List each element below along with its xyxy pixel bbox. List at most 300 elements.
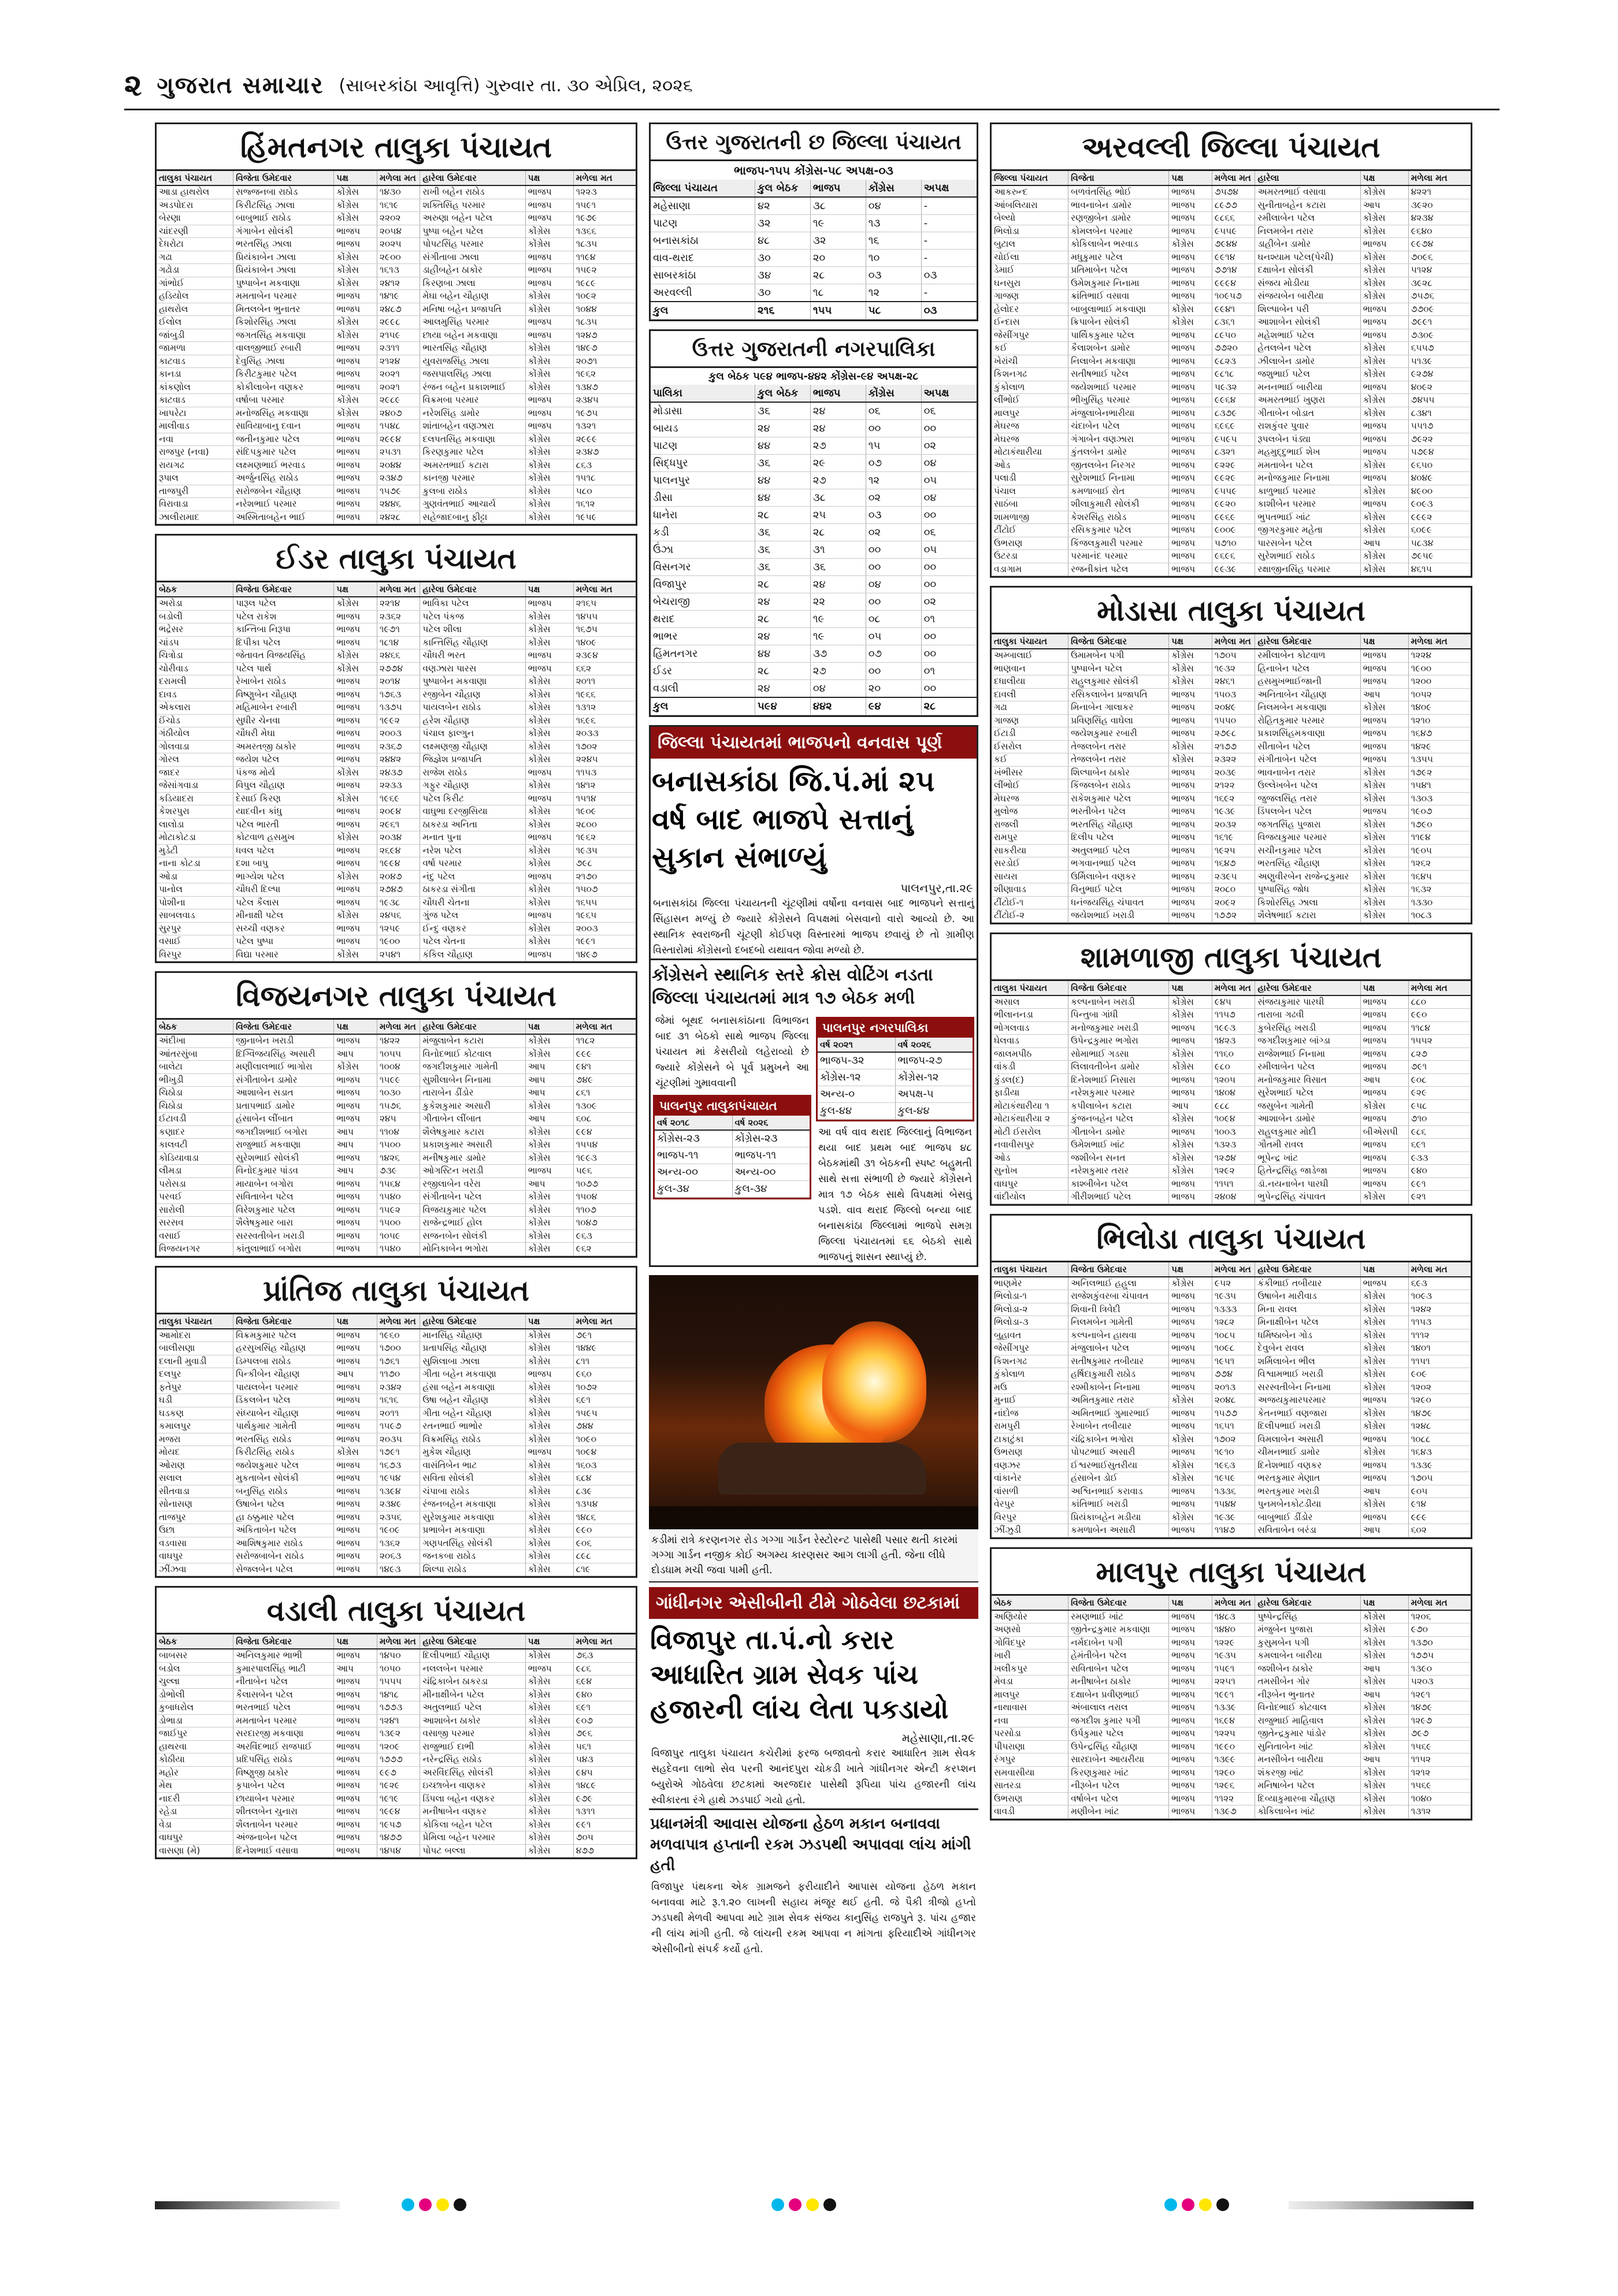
story-body-3: આ વર્ષ વાવ થરાદ જિલ્લાનું વિભાજન થયા બાદ પ્રથમ બાદ ભાજપ ૪૮ બેઠકમાંથી ૩૧ બેઠકની સ્પષ્ટ બહુમતી સાથે સત્તા સંભાળી છે જ્યારે કોંગ્રેસને માત્ર ૧૭ બેઠક સાથે વિપક્ષમાં બેસવું પડશે. વાવ થરાદ જિલ્લો બન્યા બાદ બનાસકાંઠા જિલ્લામાં ભાજપે સમગ્ર જિલ્લા પંચાયતમાં ૬૬ બેઠકો સાથે ભાજપનું શાસન સ્થાપ્યું છે. bbox=[818, 1127, 972, 1263]
table-row bbox=[992, 355, 1471, 368]
column-header: મળેલા મત bbox=[377, 1314, 420, 1329]
table-cell: ભરતસિંહ ચૌહાણ bbox=[1255, 857, 1360, 871]
table-cell: ૧૯૬૨ bbox=[573, 368, 636, 381]
table-row bbox=[651, 697, 977, 715]
column-header: પક્ષ bbox=[525, 171, 573, 185]
table-cell: પુષ્પા બહેન પટેલ bbox=[420, 225, 525, 238]
table-cell: કોંગ્રેસ bbox=[334, 264, 377, 277]
table-cell: શૈલેષભાઈ કટારા bbox=[1255, 909, 1360, 923]
table-cell: ૭૯૨૨ bbox=[1408, 433, 1471, 446]
table-cell: ભાજપ bbox=[1169, 1290, 1212, 1303]
table-cell: ભાજપ bbox=[334, 623, 377, 637]
table-cell: હસમુખભાઈજાની bbox=[1255, 675, 1360, 689]
table-cell: ૧૨૦૬ bbox=[1408, 1610, 1471, 1623]
column-header: હારેલા ઉમેદવાર bbox=[420, 1020, 525, 1034]
table-cell: વિજયકુમાર પટેલ bbox=[420, 1203, 525, 1217]
table-cell: વર્ષાબેન પટેલ bbox=[1068, 1792, 1169, 1805]
table-cell: નલલબેન પરમાર bbox=[420, 1662, 525, 1675]
table-row bbox=[992, 420, 1471, 433]
column-header: પક્ષ bbox=[1360, 634, 1408, 649]
table-row bbox=[992, 368, 1471, 381]
table-row bbox=[157, 1073, 636, 1087]
table-cell: સતીષકુમાર તબીયાર bbox=[1068, 1355, 1169, 1368]
table-cell: કોંગ્રેસ bbox=[1360, 1792, 1408, 1805]
table-cell: થરાદ bbox=[651, 611, 755, 628]
table-row bbox=[992, 1290, 1471, 1303]
table-cell: ૦૦ bbox=[866, 559, 921, 576]
table-cell: ૪૪ bbox=[755, 645, 810, 663]
story-dateline: પાલનપુર,તા.૨૯ bbox=[900, 881, 973, 895]
table-cell: ભાજપ bbox=[334, 1113, 377, 1126]
table-cell: ૯૬૨ bbox=[573, 1243, 636, 1256]
table-cell: મંજુલાબેનભારીયા bbox=[1068, 407, 1169, 420]
table-cell: સિદ્ધપુર bbox=[651, 455, 755, 472]
table-cell: ભાજપ bbox=[1169, 909, 1212, 923]
table-cell: અમિતકુમાર તરાર bbox=[1068, 1394, 1169, 1407]
table-cell: હડિયોલ bbox=[157, 290, 233, 303]
panel-title: શામળાજી તાલુકા પંચાયત bbox=[992, 934, 1471, 981]
table-cell: ૨૭ bbox=[810, 472, 866, 489]
table-cell: ૧૩૨૧ bbox=[573, 420, 636, 433]
table-cell: ૯૦૬ bbox=[573, 1537, 636, 1550]
table-cell: કોંગ્રેસ bbox=[525, 753, 573, 767]
table-cell: ભાજપ bbox=[1169, 1021, 1212, 1035]
table-cell: વિરેશકુમાર પટેલ bbox=[233, 1203, 334, 1217]
table-cell: સુરેશભાઈ પટેલ bbox=[1255, 1087, 1360, 1100]
table-cell: ભાજપ bbox=[1169, 1688, 1212, 1701]
table-cell: પ્રવિણસિંહ વાઘેલા bbox=[1068, 714, 1169, 727]
table-cell: ઈન્દુ વણકર bbox=[420, 922, 525, 935]
table-cell: ૨૮ bbox=[810, 524, 866, 541]
table-cell: કાન્તિબા નિરૂપા bbox=[233, 623, 334, 637]
table-cell: કોંગ્રેસ bbox=[525, 714, 573, 727]
table-cell: ૨૯૯૪ bbox=[377, 433, 420, 446]
malpur-panel bbox=[990, 1547, 1472, 1821]
column-header: કુલ બેઠક bbox=[755, 385, 810, 402]
table-cell: ડાહીબહેન ઠાકોર bbox=[420, 264, 525, 277]
table-cell: ઘડકણ bbox=[157, 1407, 233, 1420]
table-cell: ૬૯૪ bbox=[573, 1675, 636, 1689]
table-cell: ૭૯૧ bbox=[573, 1329, 636, 1342]
table-cell: રાજલી bbox=[992, 818, 1068, 831]
table-row bbox=[157, 329, 636, 342]
table-cell: ૧૬૧૯ bbox=[1212, 831, 1255, 845]
table-cell: કોંગ્રેસ bbox=[525, 636, 573, 649]
table-cell: પટેલ પુષ્પા bbox=[233, 935, 334, 949]
table-cell: ડિમ્પલબા રાઠોડ bbox=[233, 1355, 334, 1368]
table-cell: કિંજલબેન રાઠોડ bbox=[1068, 779, 1169, 793]
table-cell: ૯૮૨૩ bbox=[1212, 355, 1255, 368]
table-cell: મનોજકુમાર વિસાત bbox=[1255, 1073, 1360, 1087]
table-cell: નરેશકુમાર તરાર bbox=[1068, 1165, 1169, 1178]
table-cell: ૧૯૩૯ bbox=[1212, 1511, 1255, 1524]
table-cell: કોંગ્રેસ bbox=[525, 225, 573, 238]
table-cell: ૧૦૯૮ bbox=[1212, 1342, 1255, 1355]
table-row bbox=[157, 1191, 636, 1204]
table-cell: વિરપુર bbox=[157, 948, 233, 961]
table-cell: કોંગ્રેસ bbox=[1169, 740, 1212, 753]
table-cell: ભાજપ bbox=[1169, 857, 1212, 871]
table-cell: કોંગ્રેસ bbox=[1169, 995, 1212, 1009]
table-cell: લાલોડા bbox=[157, 818, 233, 831]
table-cell: ભાજપ bbox=[334, 459, 377, 472]
table-cell: ૧૬૧૩ bbox=[377, 264, 420, 277]
table-cell: ૧૯૬૨ bbox=[573, 831, 636, 845]
table-cell: ભાજપ bbox=[334, 1688, 377, 1701]
table-cell: ભાજપ bbox=[334, 1831, 377, 1845]
table-cell: ક્રાંતિભાઈ વસાવા bbox=[1068, 290, 1169, 303]
table-cell: જયેશભાઈ ખરાડી bbox=[1068, 909, 1169, 923]
table-cell: ૬૯૩ bbox=[1408, 1277, 1471, 1290]
table-cell: ૨૯૯૯ bbox=[573, 433, 636, 446]
table-row bbox=[157, 896, 636, 909]
table-cell: વાંકાનેર bbox=[992, 1472, 1068, 1485]
table-cell: સીતવાડા bbox=[157, 1485, 233, 1498]
table-cell: ભાજપ bbox=[334, 420, 377, 433]
table-cell: જીતેન્દ્રકુમાર મકવાણા bbox=[1068, 1623, 1169, 1637]
table-cell: ભાજપ bbox=[1169, 896, 1212, 909]
table-row bbox=[992, 909, 1471, 923]
table-cell: ભાજપ bbox=[1169, 766, 1212, 779]
table-header-row bbox=[651, 180, 977, 197]
table-cell: ભાજપ bbox=[334, 1498, 377, 1511]
column-header: હારેલા ઉમેદવાર bbox=[420, 1314, 525, 1329]
table-cell: બડોલી bbox=[157, 610, 233, 623]
table-header-row bbox=[992, 1262, 1471, 1277]
table-row bbox=[992, 1316, 1471, 1329]
table-cell: ભાજપ bbox=[1169, 446, 1212, 459]
table-row bbox=[651, 541, 977, 559]
table-cell: ૯૬૯૬ bbox=[1212, 550, 1255, 563]
table-cell: ૨૪ bbox=[810, 576, 866, 593]
table-cell: ૧૫૯૧ bbox=[1212, 1662, 1255, 1675]
table-cell: ૭૩૦૯ bbox=[1408, 329, 1471, 342]
column-header: વિજેતા ઉમેદવાર bbox=[1068, 1262, 1169, 1277]
table-cell: ચંદ્રિકાબેન ભગોરા bbox=[1068, 1433, 1169, 1446]
table-cell: રજનીકાંત પટેલ bbox=[1068, 563, 1169, 576]
table-cell: ૩૬ bbox=[755, 524, 810, 541]
table-cell: બુટાલ bbox=[992, 238, 1068, 251]
table-cell: પીપરાણા bbox=[992, 1740, 1068, 1753]
table-cell: શંકરજી ખાંટ bbox=[1255, 1766, 1360, 1779]
table-cell: ભાજપ bbox=[525, 251, 573, 264]
table-cell: કોંગ્રેસ bbox=[525, 1472, 573, 1485]
registration-mark-magenta bbox=[1182, 2198, 1194, 2211]
table-cell: સંધ્યાબેન ચૌહાણ bbox=[233, 1407, 334, 1420]
table-cell: ભિલોડા-૩ bbox=[992, 1316, 1068, 1329]
table-cell: અરવિંદસિંહ સોલંકી bbox=[420, 1766, 525, 1779]
table-cell: ચીમનભાઈ ડામોર bbox=[1255, 1446, 1360, 1459]
table-cell: કોંગ્રેસ bbox=[1360, 831, 1408, 845]
table-cell: સંગીતાબેન ડામોર bbox=[233, 1073, 334, 1087]
table-cell: ૧૯૩૫ bbox=[1212, 1290, 1255, 1303]
table-cell: ૦૨ bbox=[866, 489, 921, 507]
table-cell: ૧૫૬૯ bbox=[1408, 1779, 1471, 1793]
table-cell: કાનડા bbox=[157, 368, 233, 381]
table-cell: ૨૪૪૨ bbox=[377, 753, 420, 767]
table-cell: મેઘરજ bbox=[992, 433, 1068, 446]
table-cell: ઇચ્છાબેન વાણકર bbox=[420, 1779, 525, 1793]
table-cell: ભાજપ bbox=[1360, 472, 1408, 485]
table-cell: - bbox=[921, 284, 977, 302]
table-row bbox=[992, 1342, 1471, 1355]
table-cell: પ્રતિમાબેન પટેલ bbox=[1068, 264, 1169, 277]
table-cell: ભરતસિંહ ઝાલા bbox=[233, 238, 334, 251]
results-table bbox=[157, 1020, 636, 1256]
table-cell: ભાજપ bbox=[1169, 1753, 1212, 1767]
table-cell: કૈલાસબેન પટેલ bbox=[233, 1688, 334, 1701]
table-cell: કોંગ્રેસ bbox=[334, 909, 377, 923]
table-cell: ૧૫૫૦ bbox=[1212, 714, 1255, 727]
table-cell: ૧૨૪૭ bbox=[573, 329, 636, 342]
table-row bbox=[992, 1727, 1471, 1741]
table-cell: ભાજપ bbox=[1169, 1485, 1212, 1498]
table-cell: કોંગ્રેસ bbox=[1360, 1342, 1408, 1355]
table-cell: ભરતકુમાર મેણાત bbox=[1255, 1472, 1360, 1485]
table-cell: ટીંટોઈ-૨ bbox=[992, 909, 1068, 923]
table-cell: ઉભરાણ bbox=[992, 1446, 1068, 1459]
table-cell: અમ્બાલાઈ bbox=[992, 649, 1068, 662]
table-cell: કોંગ્રેસ bbox=[1360, 883, 1408, 897]
table-cell: પાયલબેન રાઠોડ bbox=[420, 701, 525, 715]
table-cell: જુજલસિંહ તરાર bbox=[1255, 792, 1360, 805]
table-cell: કુકેશકુમાર અસારી bbox=[420, 1099, 525, 1113]
table-cell: ૧૯૩૫ bbox=[1212, 1649, 1255, 1663]
table-cell: ૧૭૦૨ bbox=[1212, 1433, 1255, 1446]
table-cell: વિરાવાડા bbox=[157, 498, 233, 511]
table-cell: ભાજપ bbox=[1360, 995, 1408, 1009]
table-cell: મહમુદ્દુભાઈ શેખ bbox=[1255, 446, 1360, 459]
table-cell: ભાવનાબેન ડામોર bbox=[1068, 199, 1169, 212]
table-cell: ધાનેરા bbox=[651, 507, 755, 524]
table-cell: ૫૫૧૭ bbox=[1408, 420, 1471, 433]
table-cell: ભાજપ bbox=[334, 1537, 377, 1550]
table-cell: આશાબેન ઠાકોર bbox=[420, 1714, 525, 1727]
table-cell: ભાજપ bbox=[1169, 844, 1212, 857]
table-cell: ઉંટરડા bbox=[992, 550, 1068, 563]
table-cell: ભાજપ bbox=[1169, 1701, 1212, 1715]
table-cell: ૧૨૦૫ bbox=[1212, 1073, 1255, 1087]
table-cell: ૧૨૯૧ bbox=[1408, 1688, 1471, 1701]
results-table bbox=[157, 582, 636, 961]
table-row bbox=[157, 766, 636, 779]
table-cell: કોંગ્રેસ bbox=[525, 1217, 573, 1230]
table-cell: ઉમામબેન પગી bbox=[1068, 649, 1169, 662]
table-cell: ૨૦૦૩ bbox=[377, 727, 420, 741]
table-cell: ભાજપ bbox=[1360, 329, 1408, 342]
table-row bbox=[992, 524, 1471, 537]
table-cell: આપ bbox=[1360, 1073, 1408, 1087]
table-cell: દિનેશભાઈ વસાવા bbox=[233, 1844, 334, 1857]
table-cell: ૧૯૮૯ bbox=[573, 277, 636, 290]
table-cell: ૧૬૧૯ bbox=[377, 199, 420, 212]
table-cell: સુનિતાબેન ખાંટ bbox=[1255, 1740, 1360, 1753]
table-cell: જતીનકુમાર પટેલ bbox=[233, 433, 334, 446]
table-cell: ભાજપ bbox=[525, 277, 573, 290]
table-cell: માયાબેન બગોરા bbox=[233, 1177, 334, 1191]
table-cell: ૨૦૪૪ bbox=[377, 459, 420, 472]
table-cell: દિપીકા પટેલ bbox=[233, 636, 334, 649]
table-cell: ૬૮૪ bbox=[573, 1472, 636, 1485]
table-cell: ૨૩૬૨ bbox=[377, 610, 420, 623]
table-cell: કાશીબેન પરમાર bbox=[1255, 498, 1360, 511]
table-cell: કોંગ્રેસ bbox=[334, 948, 377, 961]
table-row bbox=[992, 1446, 1471, 1459]
table-row bbox=[992, 238, 1471, 251]
table-cell: ૩૬ bbox=[755, 402, 810, 420]
table-cell: મનીષકુમાર ડામોર bbox=[420, 1151, 525, 1165]
table-cell: મનિષાબેન પટેલ bbox=[1255, 1779, 1360, 1793]
table-cell: ૦૦ bbox=[921, 680, 977, 698]
table-row bbox=[651, 576, 977, 593]
table-cell: ચાંડપ bbox=[157, 636, 233, 649]
table-cell: શૈલેષકુમાર બારા bbox=[233, 1217, 334, 1230]
table-cell: ભાજપ bbox=[1360, 1472, 1408, 1485]
table-cell: ૧૮૩૫ bbox=[573, 238, 636, 251]
table-cell: ૯૯૩૯ bbox=[1212, 563, 1255, 576]
table-cell: ૨૩૯૪ bbox=[573, 649, 636, 663]
table-cell: સોનાસણ bbox=[157, 1498, 233, 1511]
table-cell: ચંપાબા રાઠોડ bbox=[420, 1485, 525, 1498]
table-cell: સુધીર ચેનવા bbox=[233, 714, 334, 727]
table-cell: ૧૧૬૦ bbox=[1212, 1047, 1255, 1061]
table-cell: કોંગ્રેસ bbox=[525, 1125, 573, 1139]
column-header: તાલુકા પંચાયત bbox=[992, 981, 1068, 995]
table-cell: કોકીલાબેન વણકર bbox=[233, 381, 334, 394]
table-row bbox=[157, 818, 636, 831]
table-row bbox=[651, 559, 977, 576]
table-row bbox=[992, 779, 1471, 793]
table-row bbox=[818, 1052, 973, 1069]
table-cell: ૧૭૬૧ bbox=[377, 1355, 420, 1368]
table-cell: સુરેશભાઈ સોલંકી bbox=[233, 1151, 334, 1165]
table-row bbox=[651, 420, 977, 437]
table-cell: ૧૬૪૫ bbox=[1408, 870, 1471, 883]
table-cell: ૦૩ bbox=[921, 267, 977, 284]
table-row bbox=[992, 1498, 1471, 1511]
table-cell: ઉલ્લેખબેન પટેલ bbox=[1255, 779, 1360, 793]
panel-title: ઈડર તાલુકા પંચાયત bbox=[157, 536, 636, 582]
table-cell: ૧૯૯૧ bbox=[573, 935, 636, 949]
table-cell: ૪૬૧૫ bbox=[1408, 563, 1471, 576]
table-cell: અસ્મિતાબહેન ભાઈ bbox=[233, 511, 334, 524]
table-cell: ૯૪૦ bbox=[1408, 1165, 1471, 1178]
table-row bbox=[992, 394, 1471, 407]
table-cell: ૧૫૦૭ bbox=[573, 883, 636, 897]
table-cell: ૧૪૦૪ bbox=[1212, 1087, 1255, 1100]
table-row bbox=[157, 701, 636, 715]
table-row bbox=[157, 1368, 636, 1381]
table-cell: ૧૪૮૯ bbox=[573, 1779, 636, 1793]
table-cell: ભાજપ bbox=[1360, 1394, 1408, 1407]
column-header: વિજેતા ઉમેદવાર bbox=[233, 1314, 334, 1329]
table-cell: ૧૧૫૩ bbox=[573, 766, 636, 779]
table-row bbox=[157, 792, 636, 805]
table-cell: ૧૪૭૭ bbox=[377, 1831, 420, 1845]
table-cell: ૩૬ bbox=[755, 559, 810, 576]
table-cell: દધાલીયા bbox=[992, 675, 1068, 689]
table-cell: ૯૫૯૫ bbox=[1212, 433, 1255, 446]
table-row bbox=[157, 1355, 636, 1368]
column-header: બેઠક bbox=[157, 1020, 233, 1034]
table-cell: રાહુલકુમાર સોલંકી bbox=[1068, 675, 1169, 689]
table-cell: ભાજપ bbox=[1169, 394, 1212, 407]
table-cell: ૪૨ bbox=[755, 197, 810, 215]
column-header: વર્ષ ૨૦૨૬ bbox=[895, 1038, 973, 1052]
table-cell: ઉપેન્દ્રકુમાર ભગોરા bbox=[1068, 1035, 1169, 1048]
table-cell: જગદીશભાઈ બગોરા bbox=[233, 1125, 334, 1139]
table-cell: ૦૫ bbox=[921, 541, 977, 559]
table-cell: - bbox=[921, 232, 977, 250]
table-cell: રાજુભાઈ મકવાણા bbox=[233, 1139, 334, 1152]
table-cell: મિનાબેન ગાલાકર bbox=[1068, 701, 1169, 715]
table-row bbox=[157, 1831, 636, 1845]
table-cell: હાથરવા bbox=[157, 1740, 233, 1753]
table-cell: ચિત્રોડા bbox=[157, 649, 233, 663]
table-cell: ૧૯૭૧ bbox=[377, 623, 420, 637]
table-cell: ભાજપ bbox=[1360, 1047, 1408, 1061]
table-cell: કોંગ્રેસ bbox=[525, 1701, 573, 1715]
table-cell: ૧૦૫૫ bbox=[377, 1047, 420, 1061]
table-cell: ૨૩૪૭ bbox=[377, 472, 420, 485]
table-cell: ૫૮ bbox=[866, 302, 921, 319]
table-cell: સવિતાબેન પટેલ bbox=[233, 1191, 334, 1204]
district-summary: ભાજપ-૧૫૫ કોંગ્રેસ-૫૮ અપક્ષ-૦૩ bbox=[734, 164, 893, 177]
table-row bbox=[157, 1727, 636, 1741]
table-cell: સાતરડા bbox=[992, 1779, 1068, 1793]
table-cell: ભાજપ bbox=[1169, 212, 1212, 225]
table-cell: મેવડા bbox=[992, 1675, 1068, 1689]
table-row bbox=[992, 199, 1471, 212]
table-cell: કોંગ્રેસ bbox=[1360, 1610, 1408, 1623]
table-cell: ૧૩૫૫ bbox=[1408, 753, 1471, 767]
table-cell: દિલીપભાઈ ચૌહાણ bbox=[420, 1649, 525, 1662]
table-cell: ૩૦ bbox=[755, 250, 810, 267]
table-cell: કેશરસિંહ રાઠોડ bbox=[1068, 511, 1169, 524]
table-cell: સચીનકુમાર પટેલ bbox=[1255, 844, 1360, 857]
registration-mark-black bbox=[1216, 2198, 1229, 2211]
table-cell: આપ bbox=[1360, 537, 1408, 550]
table-cell: કોંગ્રેસ-૨૩ bbox=[655, 1130, 732, 1147]
table-cell: ૬૯૬૯ bbox=[1212, 420, 1255, 433]
table-cell: રાજેન્દ્રભાઈ હોલ bbox=[420, 1217, 525, 1230]
table-cell: ૪૭૭ bbox=[573, 1844, 636, 1857]
table-cell: લીંભોઈ bbox=[992, 779, 1068, 793]
table-cell: બનાસકાંઠા bbox=[651, 232, 755, 250]
table-cell: ૩૨ bbox=[755, 215, 810, 232]
table-cell: કોંગ્રેસ bbox=[1360, 1191, 1408, 1204]
table-cell: માલીવાડ bbox=[157, 420, 233, 433]
table-cell: ૧૭૭૫ bbox=[1408, 1649, 1471, 1663]
table-row bbox=[992, 1472, 1471, 1485]
table-cell: ૦૭ bbox=[866, 455, 921, 472]
table-cell: ભાજપ bbox=[1360, 446, 1408, 459]
table-cell: ૭૦૫ bbox=[573, 1831, 636, 1845]
table-cell: આપ bbox=[1360, 1485, 1408, 1498]
table-cell: - bbox=[921, 250, 977, 267]
table-cell: ફતેપુર bbox=[157, 1381, 233, 1394]
table-cell: કોંગ્રેસ bbox=[525, 1753, 573, 1767]
table-cell: રાખી બહેન રાઠોડ bbox=[420, 185, 525, 199]
table-row bbox=[157, 1844, 636, 1857]
table-cell: ૦૨ bbox=[866, 524, 921, 541]
table-cell: આપ bbox=[525, 1073, 573, 1087]
table-cell: હિતેન્દ્રસિંહ જાડેજા bbox=[1255, 1165, 1360, 1178]
table-cell: ૮૮૦ bbox=[1408, 995, 1471, 1009]
table-cell: ૧૦૮૮ bbox=[1408, 1433, 1471, 1446]
table-cell: ૪૯૦૦ bbox=[1408, 485, 1471, 498]
table-cell: ચિઠોડા bbox=[157, 1099, 233, 1113]
